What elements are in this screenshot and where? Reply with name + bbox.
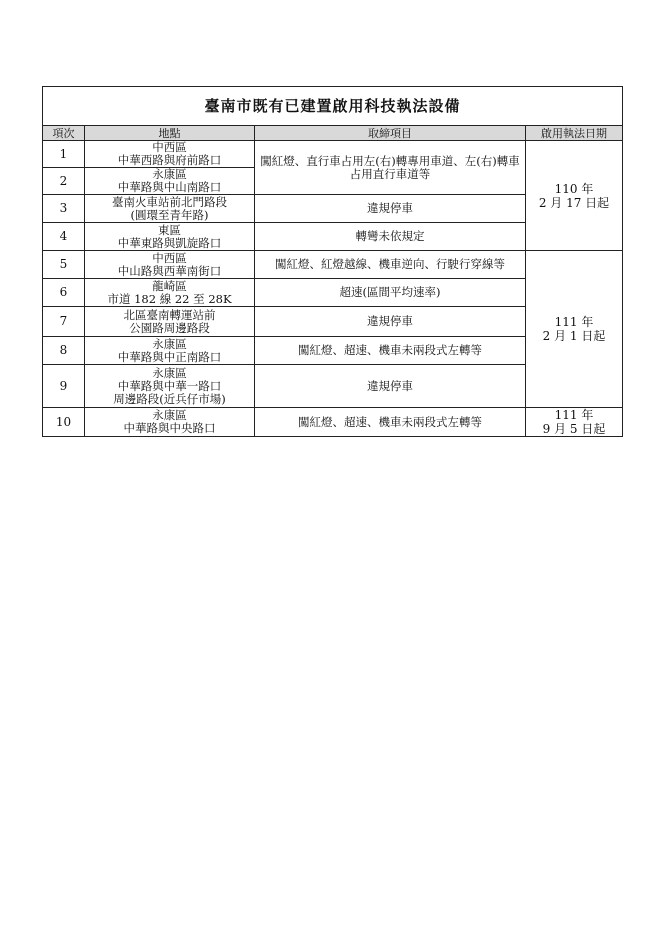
- start-date-day: 9 月 5 日起: [542, 422, 606, 436]
- enforcement-item: 闖紅燈、直行車占用左(右)轉專用車道、左(右)轉車占用直行車道等: [255, 141, 526, 195]
- location-district: 永康區: [152, 336, 187, 351]
- location-cell: [85, 223, 255, 251]
- row-number: 5: [43, 251, 85, 279]
- location-segment: 周邊路段(近兵仔市場): [113, 391, 226, 406]
- start-date-day: 2 月 17 日起: [538, 195, 610, 210]
- header-no: 項次: [43, 126, 85, 141]
- start-date-year: 111 年: [554, 408, 594, 422]
- row-number: 6: [43, 279, 85, 307]
- enforcement-item: 闖紅燈、紅燈越線、機車逆向、行駛行穿線等: [255, 251, 526, 279]
- location-segment: (圓環至青年路): [130, 207, 209, 222]
- enforcement-item: 違規停車: [255, 195, 526, 223]
- title-row: [43, 87, 623, 126]
- location-road: 中華路與中央路口: [123, 421, 216, 435]
- location-road: 中華東路與凱旋路口: [117, 235, 222, 250]
- location-district: 北區臺南轉運站前: [123, 307, 216, 322]
- table-row: [43, 408, 623, 437]
- location-district: 永康區: [152, 167, 187, 181]
- location-district: 中西區: [152, 250, 187, 265]
- start-date-cell: [526, 408, 623, 437]
- enforcement-item: 違規停車: [255, 365, 526, 408]
- header-row: [43, 126, 623, 141]
- location-cell: [85, 168, 255, 195]
- location-road: 中華路與中正南路口: [117, 349, 222, 364]
- enforcement-item: 違規停車: [255, 307, 526, 337]
- location-road: 中華路與中山南路口: [117, 180, 222, 194]
- location-cell: [85, 141, 255, 168]
- row-number: 3: [43, 195, 85, 223]
- location-cell: [85, 408, 255, 437]
- location-district: 中西區: [152, 140, 187, 154]
- enforcement-item: 轉彎未依規定: [255, 223, 526, 251]
- start-date-year: 110 年: [554, 181, 594, 196]
- row-number: 8: [43, 337, 85, 365]
- location-cell: [85, 251, 255, 279]
- location-cell: [85, 195, 255, 223]
- location-road: 中山路與西華南街口: [117, 263, 222, 278]
- row-number: 4: [43, 223, 85, 251]
- location-road: 中華路與中華一路口: [117, 378, 222, 393]
- enforcement-item: 闖紅燈、超速、機車未兩段式左轉等: [255, 408, 526, 437]
- start-date-cell: [526, 251, 623, 408]
- row-number: 10: [43, 408, 85, 437]
- location-cell: [85, 337, 255, 365]
- header-enforcement-item: 取締項目: [255, 126, 526, 141]
- start-date-cell: [526, 141, 623, 251]
- table-row: [43, 141, 623, 168]
- start-date-day: 2 月 1 日起: [542, 329, 606, 343]
- row-number: 7: [43, 307, 85, 337]
- location-district: 永康區: [152, 408, 187, 422]
- table-title: 臺南市既有已建置啟用科技執法設備: [43, 87, 623, 126]
- row-number: 2: [43, 168, 85, 195]
- enforcement-table: [42, 86, 623, 437]
- location-district: 龍崎區: [152, 278, 187, 293]
- start-date-year: 111 年: [554, 315, 594, 329]
- row-number: 1: [43, 141, 85, 168]
- location-district: 永康區: [152, 365, 187, 380]
- location-road: 市道 182 線 22 至 28K: [107, 291, 232, 306]
- location-cell: [85, 307, 255, 337]
- header-location: 地點: [85, 126, 255, 141]
- enforcement-item: 超速(區間平均速率): [255, 279, 526, 307]
- location-district: 東區: [158, 222, 181, 237]
- table-row: [43, 251, 623, 279]
- enforcement-item: 闖紅燈、超速、機車未兩段式左轉等: [255, 337, 526, 365]
- location-cell: [85, 365, 255, 408]
- location-road: 臺南火車站前北門路段: [112, 194, 227, 209]
- header-start-date: 啟用執法日期: [526, 126, 623, 141]
- location-road: 中華西路與府前路口: [117, 153, 222, 167]
- row-number: 9: [43, 365, 85, 408]
- location-cell: [85, 279, 255, 307]
- location-road: 公園路周邊路段: [129, 320, 210, 335]
